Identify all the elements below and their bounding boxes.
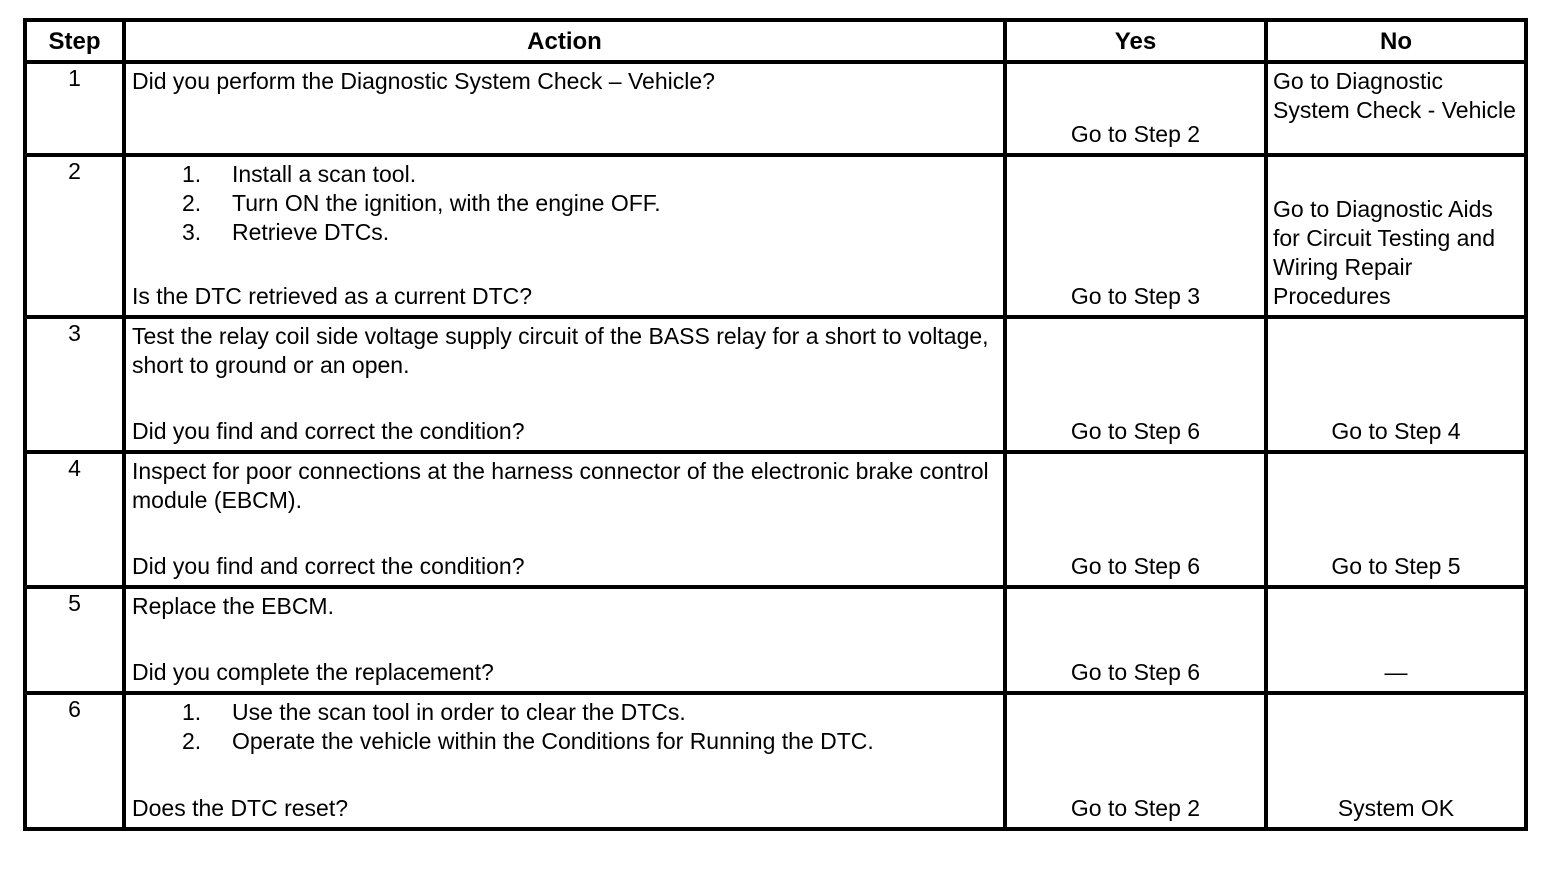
no-text: System OK [1337, 795, 1455, 821]
header-no: No [1266, 20, 1526, 62]
action-cell [124, 693, 1005, 829]
yes-cell [1005, 62, 1266, 155]
step-number: 1 [25, 62, 124, 155]
step-item-text: Operate the vehicle within the Conditions for Running the DTC. [232, 728, 874, 754]
yes-text: Go to Step 6 [1070, 659, 1201, 685]
step-number: 4 [25, 452, 124, 587]
action-step-list [132, 160, 997, 247]
action-question: Is the DTC retrieved as a current DTC? [132, 283, 533, 309]
step-item-number: 3. [182, 219, 202, 245]
step-item-number: 2. [182, 728, 202, 754]
no-text: Go to Diagnostic Aids for Circuit Testing and Wiring Repair Procedures [1273, 196, 1496, 309]
action-step-item [132, 160, 997, 189]
step-number: 2 [25, 155, 124, 317]
no-cell [1266, 452, 1526, 587]
no-cell [1266, 62, 1526, 155]
step-number: 5 [25, 587, 124, 693]
action-question: Did you find and correct the condition? [132, 418, 525, 444]
no-text: Go to Step 5 [1331, 553, 1461, 579]
action-step-list [132, 698, 997, 756]
action-text: Inspect for poor connections at the harness connector of the electronic brake control module (EBCM). [132, 458, 989, 513]
yes-cell [1005, 693, 1266, 829]
step-item-text: Retrieve DTCs. [232, 219, 390, 245]
table-row [25, 452, 1526, 587]
action-cell [124, 452, 1005, 587]
no-cell [1266, 587, 1526, 693]
yes-text: Go to Step 3 [1070, 283, 1201, 309]
table-row [25, 62, 1526, 155]
action-text: Did you perform the Diagnostic System Check – Vehicle? [132, 68, 715, 94]
no-cell [1266, 155, 1526, 317]
no-text: Go to Diagnostic System Check - Vehicle [1273, 68, 1516, 123]
action-text: Test the relay coil side voltage supply circuit of the BASS relay for a short to voltage, short to ground or an open. [132, 323, 989, 378]
step-number: 3 [25, 317, 124, 452]
step-number: 6 [25, 693, 124, 829]
table-row [25, 587, 1526, 693]
action-step-item [132, 218, 997, 247]
step-item-text: Use the scan tool in order to clear the DTCs. [232, 699, 686, 725]
no-text: — [1384, 659, 1408, 685]
header-step: Step [25, 20, 124, 62]
action-question: Does the DTC reset? [132, 795, 349, 821]
step-item-text: Turn ON the ignition, with the engine OFF. [232, 190, 661, 216]
header-action: Action [124, 20, 1005, 62]
action-cell [124, 62, 1005, 155]
yes-cell [1005, 587, 1266, 693]
action-cell [124, 155, 1005, 317]
action-step-item [132, 189, 997, 218]
no-text: Go to Step 4 [1331, 418, 1461, 444]
step-item-text: Install a scan tool. [232, 161, 417, 187]
table-row [25, 317, 1526, 452]
table-row [25, 155, 1526, 317]
header-yes: Yes [1005, 20, 1266, 62]
yes-cell [1005, 317, 1266, 452]
table-header-row [25, 20, 1526, 62]
no-cell [1266, 317, 1526, 452]
step-item-number: 2. [182, 190, 202, 216]
step-item-number: 1. [182, 699, 202, 725]
yes-text: Go to Step 6 [1070, 418, 1201, 444]
step-item-number: 1. [182, 161, 202, 187]
action-step-item [132, 727, 997, 756]
yes-text: Go to Step 2 [1070, 121, 1201, 147]
action-text: Replace the EBCM. [132, 593, 334, 619]
yes-cell [1005, 155, 1266, 317]
yes-cell [1005, 452, 1266, 587]
action-step-item [132, 698, 997, 727]
yes-text: Go to Step 2 [1070, 795, 1201, 821]
yes-text: Go to Step 6 [1070, 553, 1201, 579]
diagnostic-table [23, 18, 1528, 831]
no-cell [1266, 693, 1526, 829]
action-cell [124, 317, 1005, 452]
action-cell [124, 587, 1005, 693]
action-question: Did you find and correct the condition? [132, 553, 525, 579]
action-question: Did you complete the replacement? [132, 659, 494, 685]
table-row [25, 693, 1526, 829]
